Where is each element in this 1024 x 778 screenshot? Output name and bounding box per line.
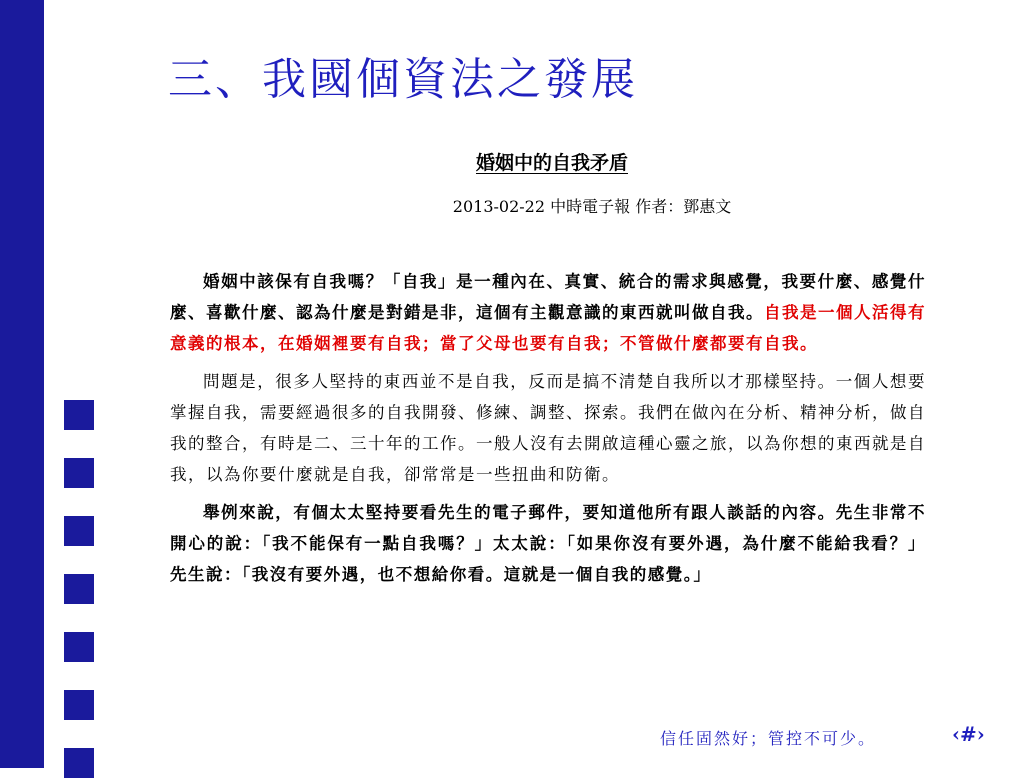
paragraph-1: [170, 266, 926, 359]
decorative-square: [64, 690, 94, 720]
page-number: ‹#›: [952, 722, 985, 746]
article-source: 中時電子報 作者：鄧惠文: [550, 197, 732, 216]
article-title-row: [0, 148, 1024, 175]
article-meta: [0, 194, 1024, 217]
left-sidebar-bar: [0, 0, 44, 768]
decorative-square: [64, 458, 94, 488]
decorative-square: [64, 748, 94, 778]
footer-slogan: 信任固然好；管控不可少。: [660, 729, 877, 748]
paragraph-1-highlight: 自我是一個人活得有意義的根本，在婚姻裡要有自我；當了父母也要有自我；不管做什麼都要有自我。: [170, 303, 926, 353]
article-body: [170, 266, 926, 597]
article-title: 婚姻中的自我矛盾: [475, 152, 628, 174]
decorative-square: [64, 632, 94, 662]
paragraph-1-text: 婚姻中該保有自我嗎？「自我」是一種內在、真實、統合的需求與感覺，我要什麼、感覺什麼、喜歡什麼、認為什麼是對錯是非，這個有主觀意識的東西就叫做自我。: [170, 272, 926, 322]
paragraph-3: 舉例來說，有個太太堅持要看先生的電子郵件，要知道他所有跟人談話的內容。先生非常不開心的說：「我不能保有一點自我嗎？」太太說：「如果你沒有要外遇，為什麼不能給我看？」先生說：「我沒有要外遇，也不想給你看。這就是一個自我的感覺。」: [170, 503, 926, 584]
article-date: 2013-02-22: [452, 197, 546, 216]
decorative-square: [64, 574, 94, 604]
decorative-square: [64, 516, 94, 546]
decorative-square: [64, 400, 94, 430]
slide-title: 三、我國個資法之發展: [168, 54, 638, 105]
paragraph-2: 問題是，很多人堅持的東西並不是自我，反而是搞不清楚自我所以才那樣堅持。一個人想要掌握自我，需要經過很多的自我開發、修練、調整、探索。我們在做內在分析、精神分析，做自我的整合，有時是二、三十年的工作。一般人沒有去開啟這種心靈之旅，以為你想的東西就是自我，以為你要什麼就是自我，卻常常是一些扭曲和防衛。: [170, 372, 926, 484]
